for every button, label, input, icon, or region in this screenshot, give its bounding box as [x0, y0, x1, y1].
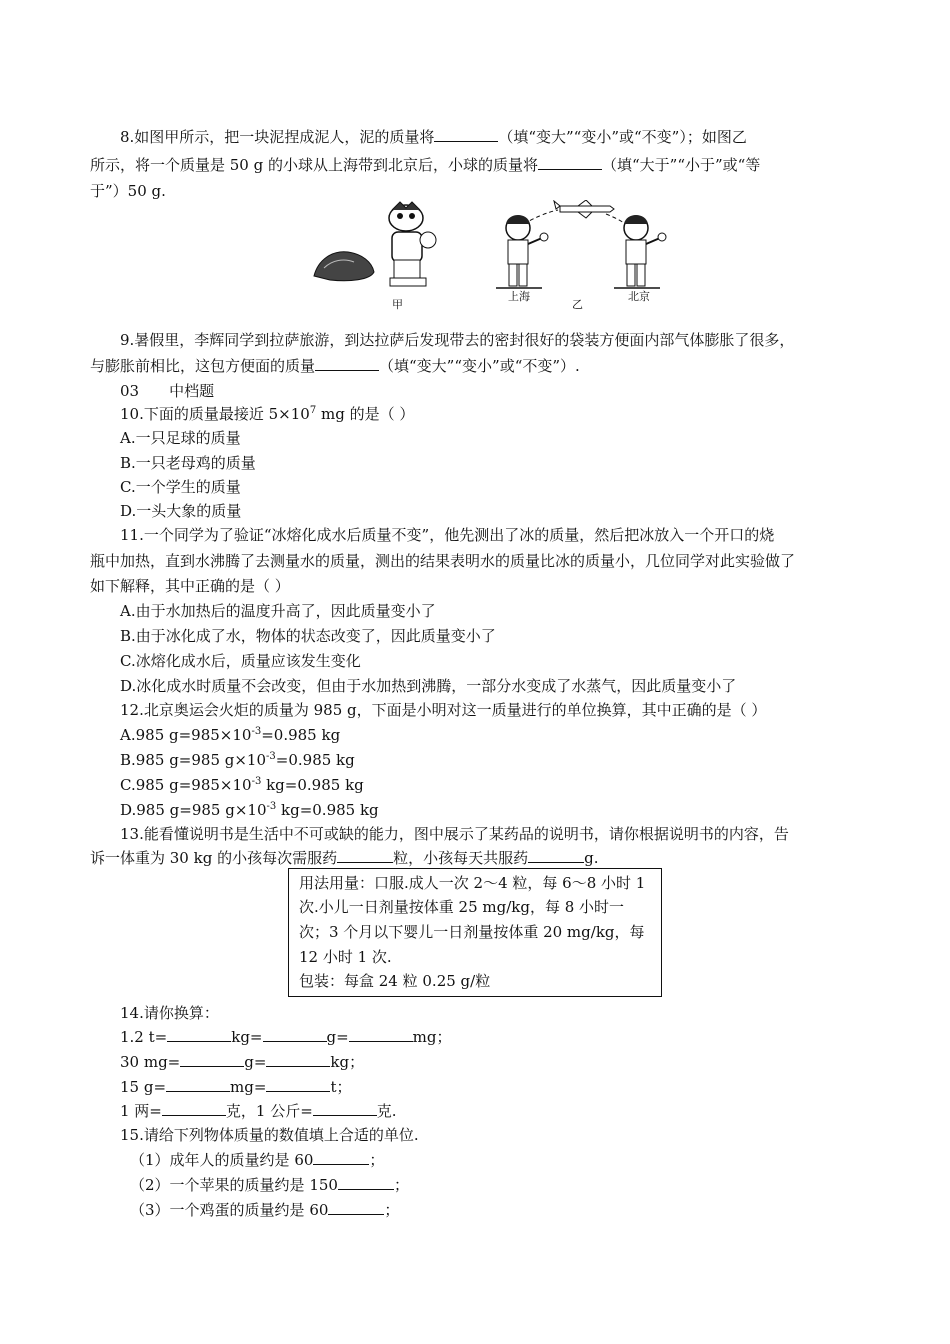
- boy-shanghai: [496, 215, 548, 288]
- q10-option-d[interactable]: D.一头大象的质量: [120, 502, 242, 520]
- figure-label-jia: 甲: [392, 298, 403, 311]
- q14-row-1: 1.2 t= kg= g= mg；: [120, 1028, 452, 1046]
- q8-line-2: 所示，将一个质量是 50 g 的小球从上海带到北京后，小球的质量将 （填“大于”“小于”或“等: [90, 156, 761, 174]
- q11-line-3: 如下解释，其中正确的是（ ）: [90, 577, 290, 595]
- q10-option-b[interactable]: B.一只老母鸡的质量: [120, 454, 256, 472]
- box-line: 包装：每盒 24 粒 0.25 g/粒: [299, 972, 491, 990]
- answer-blank[interactable]: [162, 1101, 226, 1116]
- q11-option-b[interactable]: B.由于冰化成了水，物体的状态改变了，因此质量变小了: [120, 627, 496, 645]
- q8-figure: [310, 200, 680, 312]
- answer-blank[interactable]: [266, 1052, 330, 1067]
- answer-blank[interactable]: [166, 1077, 230, 1092]
- q11-option-d[interactable]: D.冰化成水时质量不会改变，但由于水加热到沸腾，一部分水变成了水蒸气，因此质量变小了: [120, 677, 737, 695]
- q8-line-1: 8.如图甲所示，把一块泥捏成泥人，泥的质量将 （填“变大”“变小”或“不变”）；如图乙: [120, 128, 747, 146]
- section-header: 03 中档题: [120, 382, 215, 400]
- answer-blank[interactable]: [313, 1150, 369, 1165]
- q15-item-3: （3）一个鸡蛋的质量约是 60 ；: [130, 1201, 400, 1219]
- figure-label-shanghai: 上海: [508, 290, 530, 303]
- boy-beijing: [614, 215, 666, 288]
- answer-blank[interactable]: [328, 1200, 384, 1215]
- q10-stem: 10.下面的质量最接近 $5\times 10^7$ mg 的是（ ）: [120, 405, 415, 423]
- box-line: 用法用量：口服.成人一次 2～4 粒，每 6～8 小时 1: [299, 874, 646, 892]
- q15-item-1: （1）成年人的质量约是 60 ；: [130, 1151, 385, 1169]
- answer-blank[interactable]: [315, 356, 379, 371]
- box-line: 次.小儿一日剂量按体重 25 mg/kg，每 8 小时一: [299, 898, 625, 916]
- box-line: 次；3 个月以下婴儿一日剂量按体重 20 mg/kg，每: [299, 923, 645, 941]
- q15-title: 15.请给下列物体质量的数值填上合适的单位.: [120, 1126, 419, 1144]
- answer-blank[interactable]: [167, 1027, 231, 1042]
- clay-lump: [314, 252, 374, 281]
- answer-blank[interactable]: [349, 1027, 413, 1042]
- q10-option-a[interactable]: A.一只足球的质量: [120, 429, 241, 447]
- answer-blank[interactable]: [337, 848, 393, 863]
- figure-label-yi: 乙: [572, 298, 583, 311]
- q10-option-c[interactable]: C.一个学生的质量: [120, 478, 241, 496]
- q8-line-3: 于”）50 g.: [90, 182, 166, 200]
- answer-blank[interactable]: [313, 1101, 377, 1116]
- q11-option-a[interactable]: A.由于水加热后的温度升高了，因此质量变小了: [120, 602, 436, 620]
- figure-label-beijing: 北京: [628, 290, 650, 303]
- answer-blank[interactable]: [180, 1052, 244, 1067]
- q12-option-b[interactable]: B.985 g=985 $g\times 10^{-3}=0.985$ kg: [120, 751, 355, 769]
- answer-blank[interactable]: [263, 1027, 327, 1042]
- q9-line-2: 与膨胀前相比，这包方便面的质量 （填“变大”“变小”或“不变”）.: [90, 357, 580, 375]
- answer-blank[interactable]: [266, 1077, 330, 1092]
- answer-blank[interactable]: [338, 1175, 394, 1190]
- answer-blank[interactable]: [528, 848, 584, 863]
- q14-row-3: 15 g= mg= t；: [120, 1078, 352, 1096]
- q12-option-d[interactable]: D.985 g=985 $g\times 10^{-3}$ kg=0.985 kg: [120, 801, 379, 819]
- q9-line-1: 9.暑假里，李辉同学到拉萨旅游，到达拉萨后发现带去的密封很好的袋装方便面内部气体膨胀了很多，: [120, 331, 795, 349]
- clay-figure: [389, 202, 436, 286]
- q12-option-a[interactable]: A.985 $g=985\times 10^{-3}=0.985$ kg: [120, 726, 341, 744]
- q14-title: 14.请你换算：: [120, 1004, 219, 1022]
- answer-blank[interactable]: [538, 155, 602, 170]
- q12-option-c[interactable]: C.985 $g=985\times 10^{-3}$ kg=0.985 kg: [120, 776, 364, 794]
- q15-item-2: （2）一个苹果的质量约是 150 ；: [130, 1176, 409, 1194]
- q12-stem: 12.北京奥运会火炬的质量为 985 g，下面是小明对这一质量进行的单位换算，其中正确的是（ ）: [120, 701, 767, 719]
- q11-option-c[interactable]: C.冰熔化成水后，质量应该发生变化: [120, 652, 361, 670]
- q14-row-2: 30 mg= g= kg；: [120, 1053, 365, 1071]
- medicine-instructions-box: [288, 868, 662, 997]
- q13-line-2: 诉一体重为 30 kg 的小孩每次需服药 粒，小孩每天共服药 g.: [90, 849, 599, 867]
- q13-line-1: 13.能看懂说明书是生活中不可或缺的能力，图中展示了某药品的说明书，请你根据说明书的内容，告: [120, 825, 789, 843]
- figure-illustration: [310, 200, 680, 312]
- q14-row-4: 1 两= 克，1 公斤= 克.: [120, 1102, 397, 1120]
- q11-line-1: 11.一个同学为了验证“冰熔化成水后质量不变”，他先测出了冰的质量，然后把冰放入一个开口的烧: [120, 526, 775, 544]
- q11-line-2: 瓶中加热，直到水沸腾了去测量水的质量，测出的结果表明水的质量比冰的质量小，几位同学对此实验做了: [90, 552, 796, 570]
- box-line: 12 小时 1 次.: [299, 948, 392, 966]
- airplane-icon: [554, 200, 614, 218]
- answer-blank[interactable]: [434, 127, 498, 142]
